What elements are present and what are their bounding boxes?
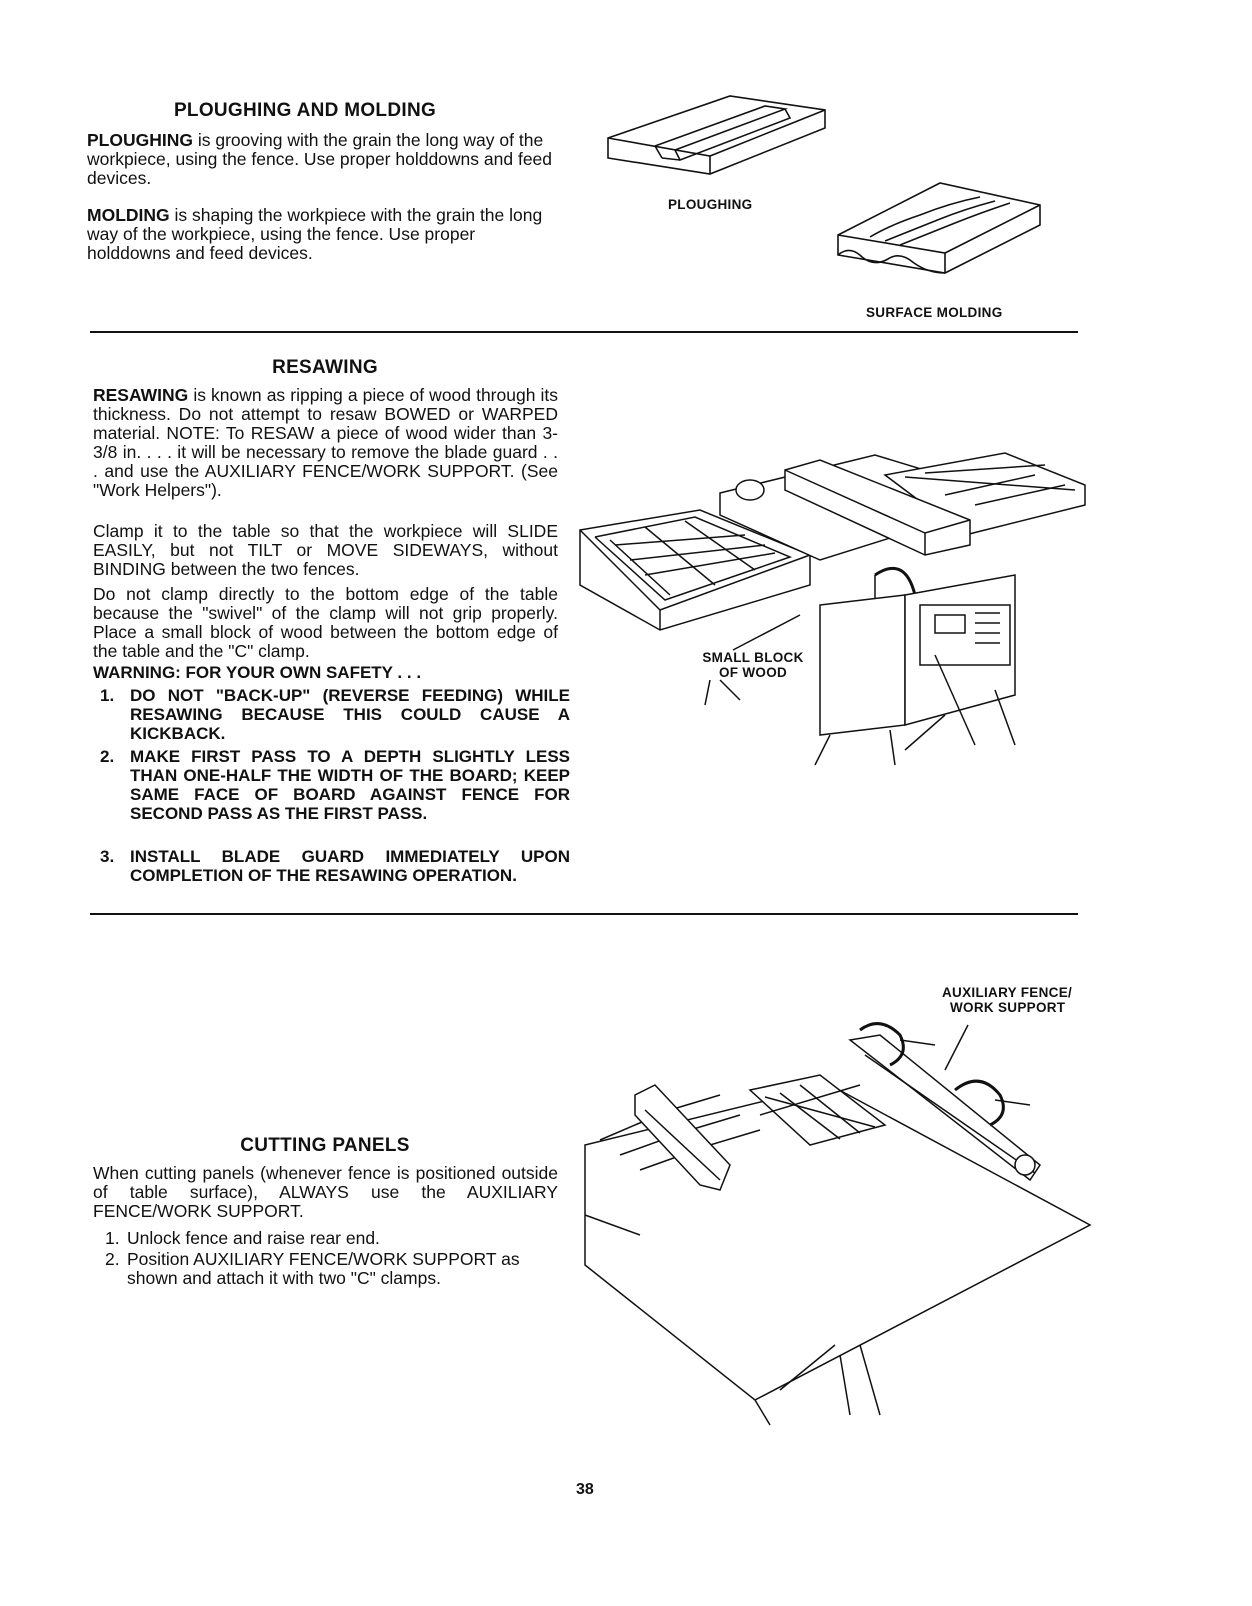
resawing-term: RESAWING (93, 385, 189, 405)
warning-number: 1. (100, 686, 115, 705)
warning-item-3 (100, 847, 570, 905)
resawing-table-saw-illustration (575, 445, 1090, 780)
resawing-heading: RESAWING (272, 357, 378, 378)
ploughing-caption: PLOUGHING (668, 197, 753, 212)
warning-title: WARNING: FOR YOUR OWN SAFETY . . . (93, 663, 422, 682)
surface-molding-illustration (830, 175, 1050, 285)
cutting-panels-step-2 (105, 1250, 565, 1290)
small-block-callout-line1: SMALL BLOCK (702, 650, 804, 665)
molding-term: MOLDING (87, 205, 170, 225)
ploughing-molding-heading: PLOUGHING AND MOLDING (173, 100, 437, 121)
resawing-intro-paragraph (93, 386, 558, 500)
warning-text: INSTALL BLADE GUARD IMMEDIATELY UPON COMPLETION OF THE RESAWING OPERATION. (130, 847, 570, 885)
step-text: Unlock fence and raise rear end. (127, 1228, 380, 1248)
warning-item-1 (100, 686, 570, 744)
warning-item-2 (100, 747, 570, 843)
cutting-panels-illustration (580, 1015, 1095, 1435)
auxiliary-fence-callout-line1: AUXILIARY FENCE/ (942, 985, 1073, 1000)
warning-text: MAKE FIRST PASS TO A DEPTH SLIGHTLY LESS THAN ONE-HALF THE WIDTH OF THE BOARD; KEEP SAME FACE OF BOARD AGAINST FENCE FOR SECOND PASS AS THE FIRST PASS. (130, 747, 570, 823)
warning-number: 2. (100, 747, 115, 766)
ploughing-term: PLOUGHING (87, 130, 193, 150)
auxiliary-fence-callout-line2: WORK SUPPORT (950, 1000, 1066, 1015)
ploughing-paragraph (87, 131, 557, 188)
surface-molding-caption: SURFACE MOLDING (866, 305, 1003, 320)
section-divider-2 (90, 913, 1078, 915)
auxiliary-fence-callout (942, 985, 1072, 1015)
resawing-definition: is known as ripping a piece of wood through its thickness. Do not attempt to resaw BOWED or WARPED material. NOTE: To RESAW a piece of wood wider than 3-3/8 in. . . . it will be necessary to remove the blade guard . . . and use the AUXILIARY FENCE/WORK SUPPORT. (See "Work Helpers"). (93, 385, 558, 500)
step-number: 2. (105, 1249, 120, 1269)
ploughing-illustration (600, 88, 840, 188)
cutting-panels-intro: When cutting panels (whenever fence is positioned outside of table surface), ALWAYS use the AUXILIARY FENCE/WORK SUPPORT. (93, 1163, 558, 1221)
section-divider-1 (90, 331, 1078, 333)
warning-number: 3. (100, 847, 115, 866)
molding-definition: is shaping the workpiece with the grain the long way of the workpiece, using the fence. Use proper holddowns and feed devices. (87, 205, 543, 263)
page-number: 38 (576, 1481, 594, 1498)
warning-text: DO NOT "BACK-UP" (REVERSE FEEDING) WHILE RESAWING BECAUSE THIS COULD CAUSE A KICKBACK. (130, 686, 570, 743)
cutting-panels-step-1 (105, 1229, 565, 1249)
cutting-panels-heading: CUTTING PANELS (240, 1135, 410, 1156)
step-text: Position AUXILIARY FENCE/WORK SUPPORT as shown and attach it with two "C" clamps. (127, 1249, 520, 1288)
molding-paragraph (87, 206, 557, 263)
small-block-callout-line2: OF WOOD (718, 665, 788, 680)
small-block-callout (697, 650, 809, 680)
ploughing-definition: is grooving with the grain the long way of the workpiece, using the fence. Use proper holddowns and feed devices. (87, 130, 553, 188)
resawing-clamp-paragraph: Clamp it to the table so that the workpiece will SLIDE EASILY, but not TILT or MOVE SIDEWAYS, without BINDING between the two fences. (93, 521, 558, 579)
step-number: 1. (105, 1228, 120, 1248)
resawing-block-paragraph: Do not clamp directly to the bottom edge of the table because the "swivel" of the clamp will not grip properly. Place a small block of wood between the bottom edge of the table and the "C" clamp. (93, 584, 558, 661)
